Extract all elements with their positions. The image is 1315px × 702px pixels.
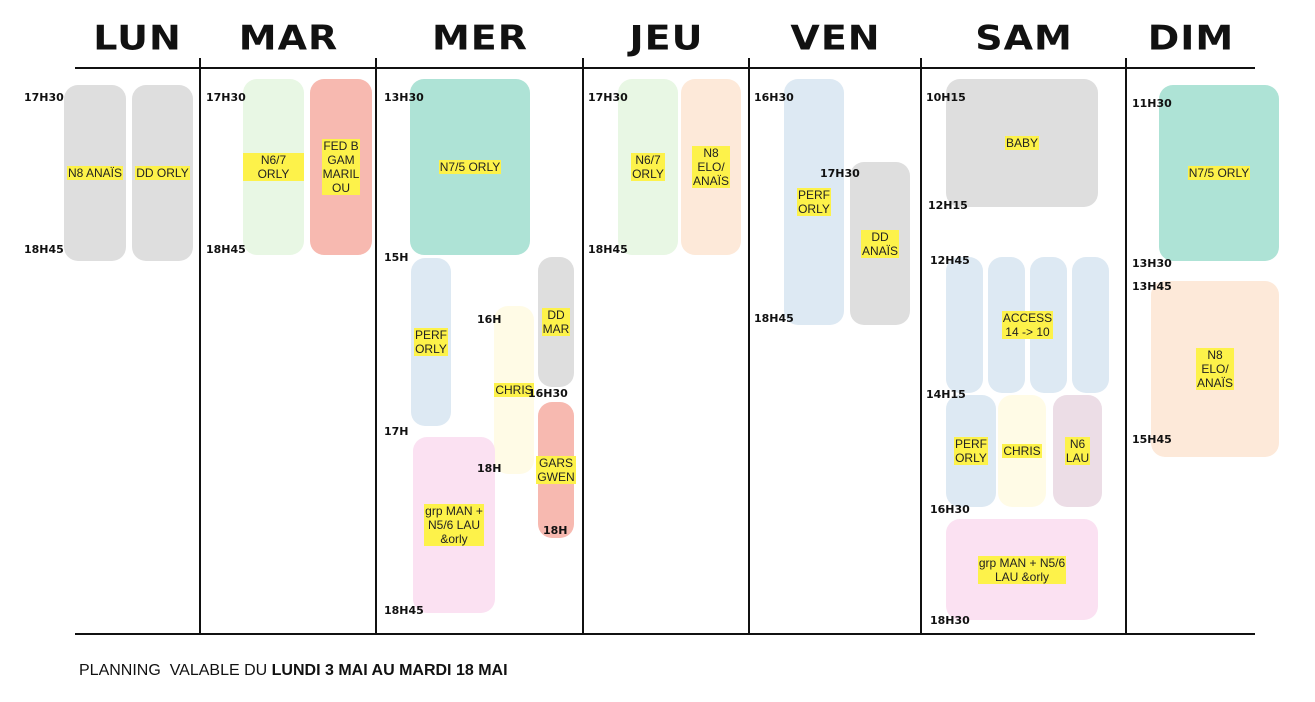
- header-rule: [75, 67, 1255, 69]
- session-mer-gars[interactable]: [538, 402, 574, 538]
- session-jeu-n67[interactable]: [618, 79, 678, 255]
- time-label: 18H45: [384, 604, 424, 617]
- session-label: PERF ORLY: [954, 437, 987, 465]
- session-label: CHRIS: [1003, 444, 1041, 458]
- divider-mer-jeu: [582, 58, 584, 634]
- divider-ven-sam: [920, 58, 922, 634]
- session-label: PERF ORLY: [797, 188, 830, 216]
- session-label: BABY: [1005, 136, 1038, 150]
- session-label: DD ORLY: [136, 166, 189, 180]
- time-label: 13H30: [384, 91, 424, 104]
- divider-lun-mar: [199, 58, 201, 634]
- session-dim-n75[interactable]: [1159, 85, 1279, 261]
- session-mer-n75[interactable]: [410, 79, 530, 255]
- session-label: grp MAN + N5/6 LAU &orly: [978, 555, 1066, 584]
- day-header-dim: DIM: [1147, 18, 1235, 58]
- time-label: 17H30: [206, 91, 246, 104]
- time-label: 18H: [543, 524, 568, 537]
- session-label: N6 LAU: [1065, 437, 1090, 465]
- time-label: 17H30: [24, 91, 64, 104]
- session-label: DD MAR: [542, 308, 570, 336]
- session-label: N6/7 ORLY: [632, 153, 664, 181]
- time-label: 17H30: [588, 91, 628, 104]
- session-label: N8 ANAÏS: [67, 166, 123, 180]
- session-label: GARS GWEN: [537, 456, 575, 484]
- session-mar-fed[interactable]: [310, 79, 372, 255]
- validity-dates: LUNDI 3 MAI AU MARDI 18 MAI: [271, 662, 508, 679]
- day-header-sam: SAM: [975, 18, 1073, 58]
- time-label: 17H30: [820, 167, 860, 180]
- time-label: 16H30: [930, 503, 970, 516]
- time-label: 11H30: [1132, 97, 1172, 110]
- session-label: PERF ORLY: [414, 328, 447, 356]
- session-label: ACCESS 14 -> 10: [1002, 311, 1053, 339]
- time-label: 15H: [384, 251, 409, 264]
- time-label: 13H30: [1132, 257, 1172, 270]
- bottom-rule: [75, 633, 1255, 635]
- session-mer-ddmar[interactable]: [538, 257, 574, 387]
- session-label: N8 ELO/ ANAÏS: [692, 146, 729, 188]
- day-header-mer: MER: [431, 18, 529, 58]
- session-mer-perf[interactable]: [411, 258, 451, 426]
- session-sam-n6[interactable]: [1053, 395, 1102, 507]
- time-label: 10H15: [926, 91, 966, 104]
- time-label: 18H: [477, 462, 502, 475]
- session-label: N6/7 ORLY: [243, 153, 304, 181]
- session-dim-n8[interactable]: [1151, 281, 1279, 457]
- time-label: 18H30: [930, 614, 970, 627]
- session-lun-n8[interactable]: [64, 85, 126, 261]
- session-sam-perf[interactable]: [946, 395, 996, 507]
- session-ven-perf[interactable]: [784, 79, 844, 325]
- session-label: N7/5 ORLY: [1188, 166, 1250, 180]
- session-label: CHRIS: [495, 383, 533, 397]
- time-label: 18H45: [206, 243, 246, 256]
- divider-mar-mer: [375, 58, 377, 634]
- time-label: 12H15: [928, 199, 968, 212]
- time-label: 12H45: [930, 254, 970, 267]
- validity-prefix: PLANNING VALABLE DU: [79, 662, 272, 679]
- session-label: FED B GAM MARIL OU: [322, 139, 360, 195]
- session-sam-baby[interactable]: [946, 79, 1098, 207]
- session-label: grp MAN + N5/6 LAU &orly: [425, 504, 483, 546]
- session-sam-access-label-wrap: [946, 257, 1109, 393]
- validity-note: [79, 662, 508, 680]
- session-label: DD ANAÏS: [861, 229, 898, 258]
- time-label: 18H45: [24, 243, 64, 256]
- day-header-mar: MAR: [238, 18, 339, 58]
- session-ven-dd[interactable]: [850, 162, 910, 325]
- session-label: N7/5 ORLY: [439, 160, 501, 174]
- time-label: 18H45: [754, 312, 794, 325]
- day-header-ven: VEN: [790, 18, 881, 58]
- session-mar-n67[interactable]: [243, 79, 304, 255]
- time-label: 18H45: [588, 243, 628, 256]
- day-header-lun: LUN: [93, 18, 182, 58]
- time-label: 16H: [477, 313, 502, 326]
- day-header-jeu: JEU: [629, 18, 704, 58]
- time-label: 17H: [384, 425, 409, 438]
- time-label: 15H45: [1132, 433, 1172, 446]
- session-jeu-n8[interactable]: [681, 79, 741, 255]
- divider-jeu-ven: [748, 58, 750, 634]
- session-sam-grp[interactable]: [946, 519, 1098, 620]
- time-label: 13H45: [1132, 280, 1172, 293]
- time-label: 14H15: [926, 388, 966, 401]
- time-label: 16H30: [528, 387, 568, 400]
- session-lun-dd[interactable]: [132, 85, 193, 261]
- session-label: N8 ELO/ ANAÏS: [1196, 348, 1233, 390]
- time-label: 16H30: [754, 91, 794, 104]
- divider-sam-dim: [1125, 58, 1127, 634]
- session-sam-chris[interactable]: [998, 395, 1046, 507]
